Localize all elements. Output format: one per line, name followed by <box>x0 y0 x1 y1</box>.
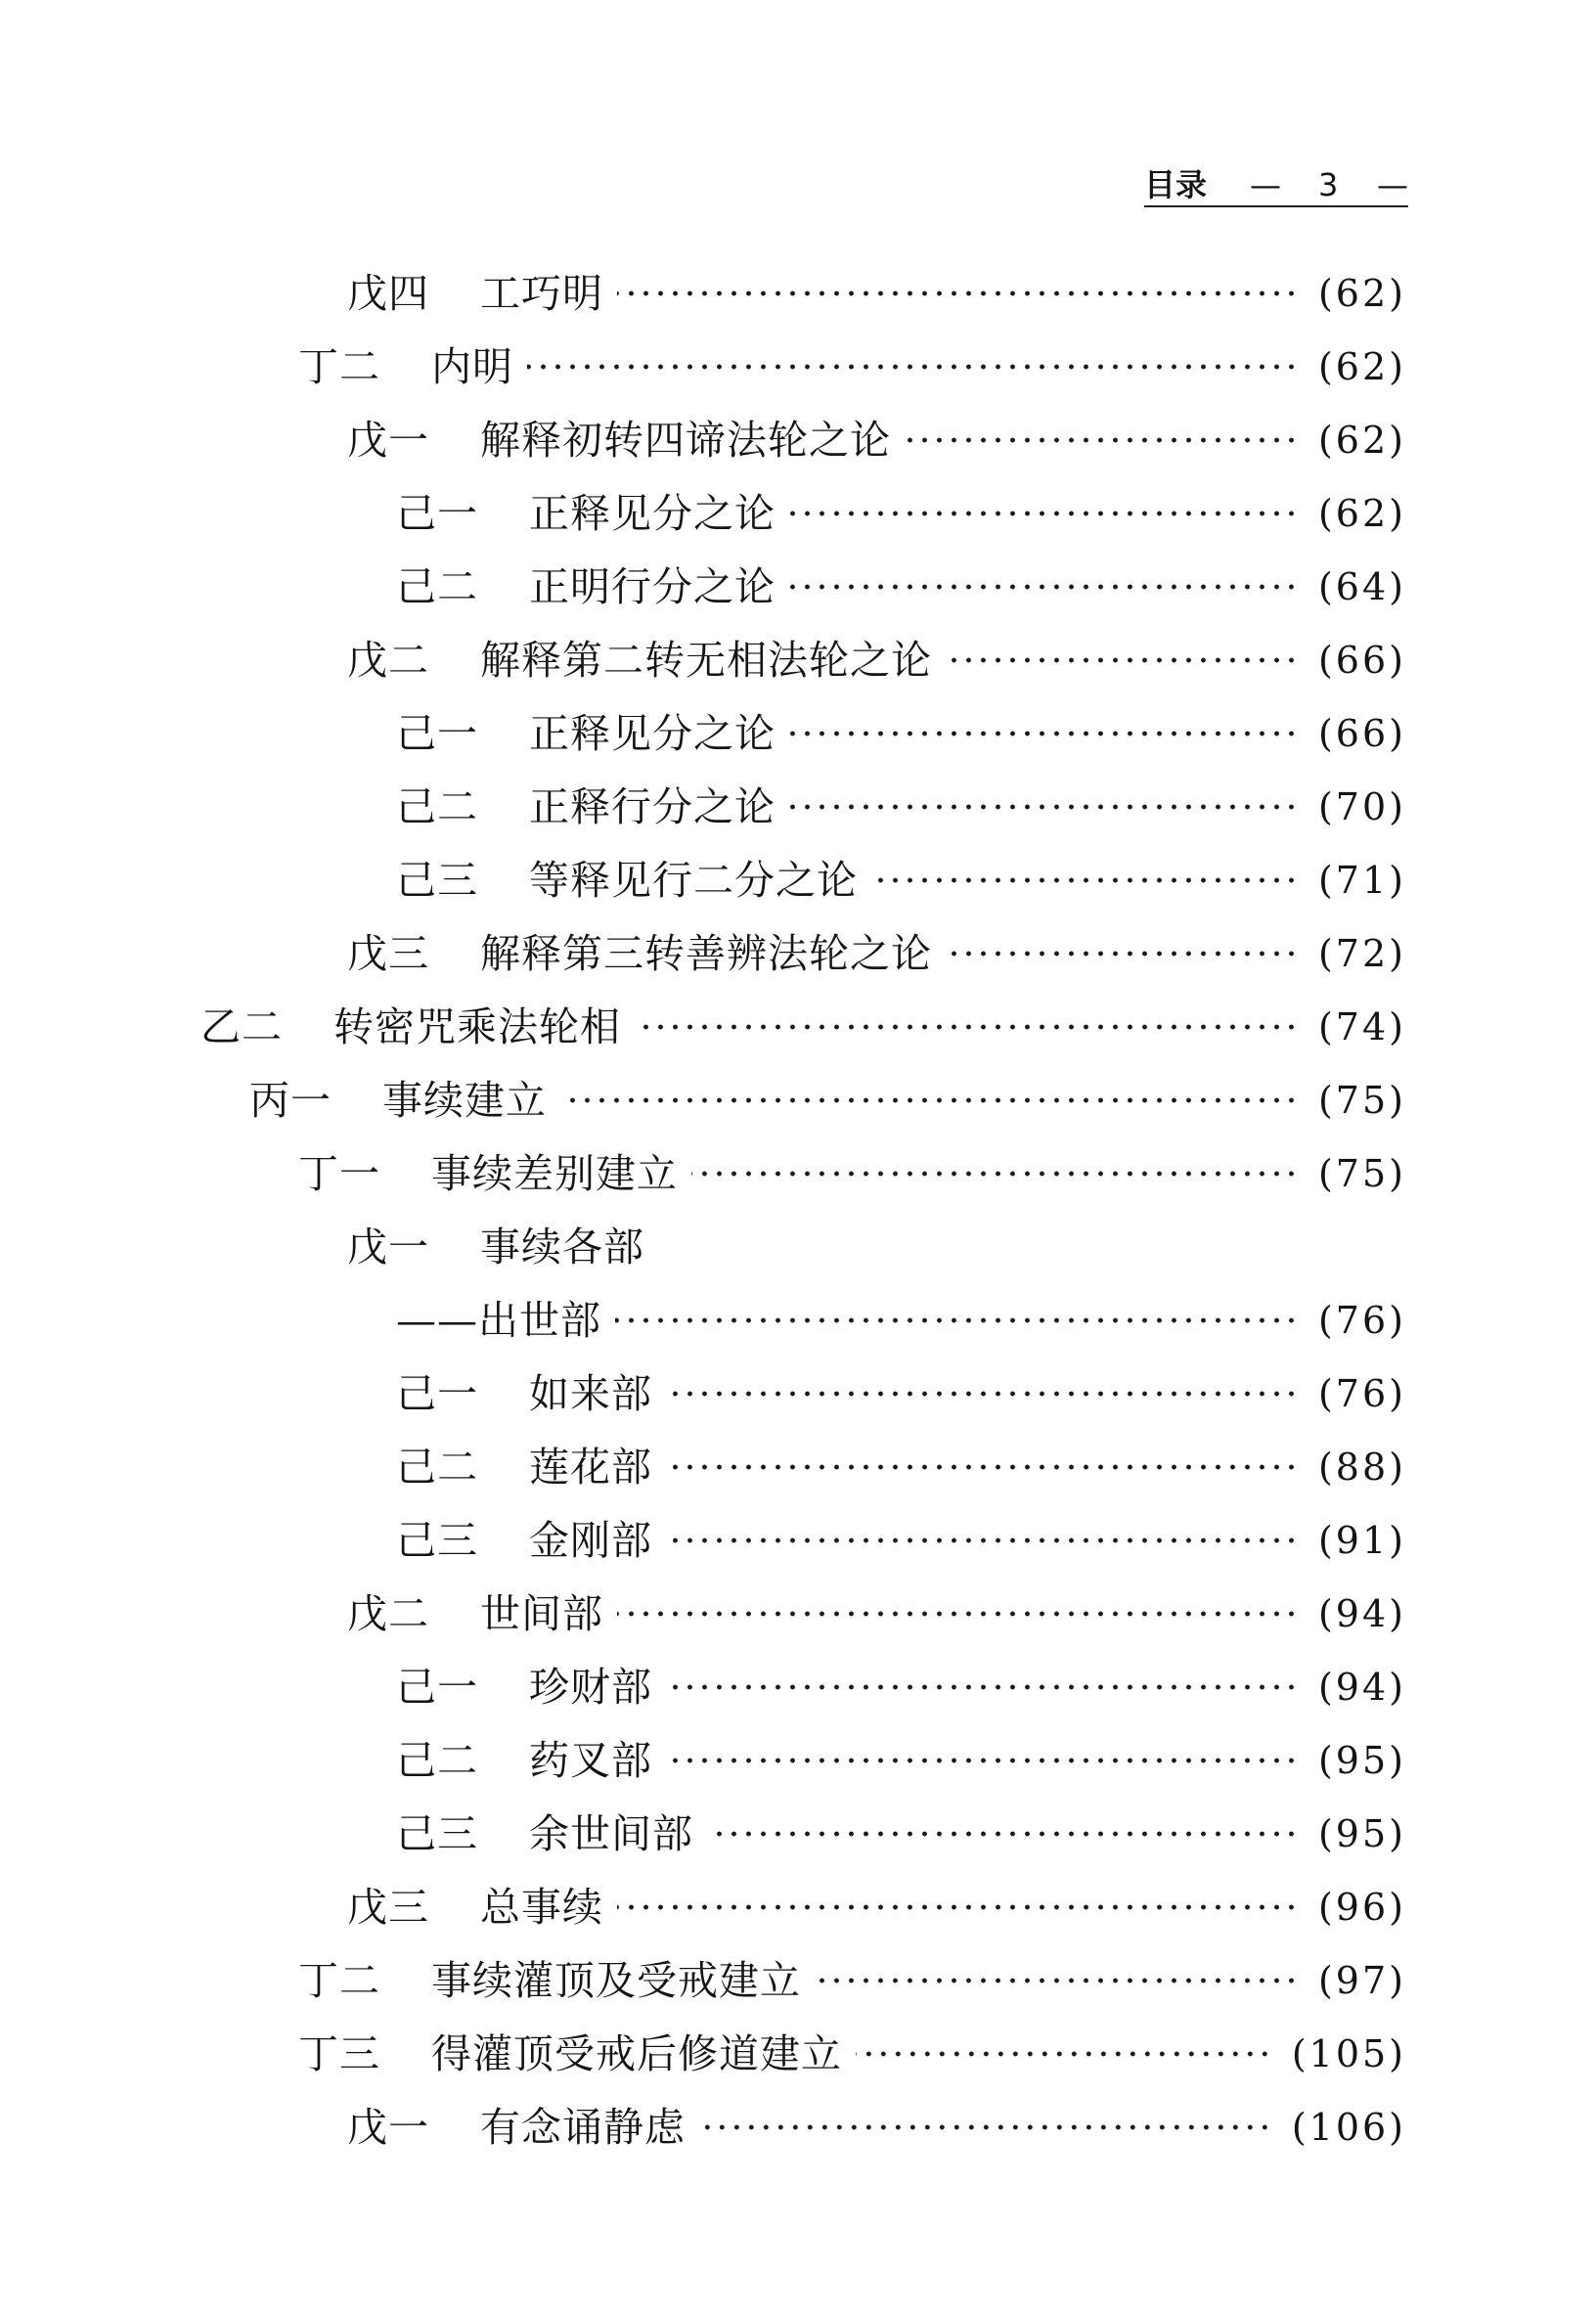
toc-entry-label: 丁一 <box>298 1150 380 1197</box>
toc-leader-dots <box>946 951 1299 957</box>
toc-entry-page: (95) <box>1317 1739 1406 1782</box>
toc-entry-label: 戊二 <box>347 637 429 684</box>
toc-entry <box>298 337 1406 396</box>
toc-leader-dots <box>789 584 1299 590</box>
toc-entry-page: (75) <box>1317 1152 1406 1195</box>
toc-entry-page: (71) <box>1317 859 1406 902</box>
toc-leader-dots <box>946 657 1299 663</box>
toc-entry-page: (88) <box>1317 1446 1406 1489</box>
toc-leader-dots <box>666 1758 1299 1763</box>
toc-entry <box>396 851 1406 910</box>
toc-entry-title: 转密咒乘法轮相 <box>333 1003 621 1050</box>
toc-entry <box>347 1584 1406 1643</box>
toc-entry <box>347 1878 1406 1937</box>
toc-entry-title: 等释见行二分之论 <box>529 857 858 904</box>
toc-entry-label: 己一 <box>396 1664 478 1711</box>
toc-entry-title: 事续灌顶及受戒建立 <box>431 1957 801 2004</box>
toc-entry-title: 金刚部 <box>529 1517 652 1564</box>
toc-entry <box>396 1511 1406 1570</box>
toc-entry <box>347 2098 1406 2157</box>
toc-leader-dots <box>666 1391 1299 1397</box>
toc-entry <box>396 1291 1406 1350</box>
toc-leader-dots <box>617 1904 1299 1910</box>
toc-entry-label: 己三 <box>396 1810 478 1857</box>
toc-entry-title: 内明 <box>431 343 513 390</box>
toc-entry-label: 丁三 <box>298 2030 380 2077</box>
toc-entry-page: (62) <box>1317 345 1406 388</box>
toc-entry-title: 莲花部 <box>529 1444 652 1491</box>
toc-entry-title: 药叉部 <box>529 1737 652 1784</box>
toc-entry-page: (97) <box>1317 1959 1406 2002</box>
toc-entry-label: 戊四 <box>347 270 429 317</box>
toc-leader-dots <box>527 364 1299 370</box>
toc-leader-dots <box>635 1024 1299 1030</box>
toc-entry-label: 戊三 <box>347 1884 429 1931</box>
toc-entry-label: 己二 <box>396 563 478 610</box>
toc-leader-dots <box>617 290 1299 296</box>
toc-entry-label: 己二 <box>396 1737 478 1784</box>
toc-leader-dots <box>666 1537 1299 1543</box>
toc-entry <box>396 704 1406 763</box>
toc-entry-title: 解释第三转善辨法轮之论 <box>480 930 932 977</box>
toc-entry <box>396 778 1406 836</box>
toc-entry-page: (96) <box>1317 1886 1406 1929</box>
header-dash-right: — <box>1377 166 1408 203</box>
toc-leader-dots <box>617 1611 1299 1617</box>
toc-entry-title: 总事续 <box>480 1884 603 1931</box>
toc-leader-dots <box>666 1464 1299 1470</box>
toc-leader-dots <box>905 437 1299 443</box>
toc-entry <box>298 2025 1406 2083</box>
header-page-number: 3 <box>1318 166 1339 203</box>
toc-entry <box>298 1144 1406 1203</box>
toc-entry-label: 己一 <box>396 710 478 757</box>
toc-entry-page: (94) <box>1317 1592 1406 1635</box>
toc-entry-label: 己二 <box>396 1444 478 1491</box>
toc-entry-title: 解释第二转无相法轮之论 <box>480 637 932 684</box>
toc-entry-title: ——出世部 <box>396 1297 601 1344</box>
toc-entry-title: 珍财部 <box>529 1664 652 1711</box>
toc-entry <box>396 557 1406 616</box>
toc-entry <box>347 631 1406 690</box>
toc-entry <box>347 924 1406 983</box>
toc-entry-label: 己三 <box>396 857 478 904</box>
toc-entry <box>249 1071 1406 1130</box>
toc-leader-dots <box>789 731 1299 736</box>
toc-entry-page: (91) <box>1317 1519 1406 1562</box>
toc-entry-title: 世间部 <box>480 1590 603 1637</box>
toc-leader-dots <box>707 1831 1299 1837</box>
header-title: 目录 <box>1144 166 1208 203</box>
toc-entry <box>396 1364 1406 1423</box>
header-dash-left: — <box>1250 166 1281 203</box>
toc-entry-title: 事续建立 <box>382 1077 547 1124</box>
toc-entry <box>396 1731 1406 1790</box>
toc-entry-page: (62) <box>1317 419 1406 462</box>
toc-entry <box>396 484 1406 543</box>
toc-entry <box>200 998 1406 1056</box>
toc-entry-page: (106) <box>1291 2106 1406 2149</box>
toc-leader-dots <box>666 1684 1299 1690</box>
toc-entry-title: 工巧明 <box>480 270 603 317</box>
toc-entry-label: 戊二 <box>347 1590 429 1637</box>
toc-entry-page: (95) <box>1317 1812 1406 1855</box>
toc-entry <box>396 1438 1406 1496</box>
toc-entry-page: (66) <box>1317 712 1406 755</box>
toc-leader-dots <box>789 804 1299 810</box>
toc-entry-title: 正明行分之论 <box>529 563 776 610</box>
toc-entry <box>347 411 1406 469</box>
toc-entry-title: 解释初转四谛法轮之论 <box>480 417 891 464</box>
toc-entry-label: 乙二 <box>200 1003 283 1050</box>
toc-leader-dots <box>789 511 1299 516</box>
toc-entry <box>298 1951 1406 2010</box>
toc-entry-page: (62) <box>1317 272 1406 315</box>
toc-entry <box>396 1658 1406 1716</box>
toc-entry-label: 戊一 <box>347 2104 429 2151</box>
toc-entry-label: 己一 <box>396 1370 478 1417</box>
toc-leader-dots <box>615 1317 1299 1323</box>
toc-leader-dots <box>560 1097 1299 1103</box>
toc-entry <box>396 1805 1406 1863</box>
toc-entry-page: (76) <box>1317 1299 1406 1342</box>
toc-entry-title: 有念诵静虑 <box>480 2104 686 2151</box>
toc-entry-label: 丙一 <box>249 1077 332 1124</box>
toc-entry-page: (94) <box>1317 1666 1406 1709</box>
toc-leader-dots <box>691 1171 1299 1177</box>
toc-entry-page: (64) <box>1317 565 1406 608</box>
toc-entry-label: 己三 <box>396 1517 478 1564</box>
toc-entry-page: (74) <box>1317 1005 1406 1048</box>
toc-entry-title: 正释行分之论 <box>529 783 776 830</box>
toc-entry-label: 己一 <box>396 490 478 537</box>
toc-entry-page: (75) <box>1317 1079 1406 1122</box>
toc-entry-title: 得灌顶受戒后修道建立 <box>431 2030 842 2077</box>
toc-leader-dots <box>856 2051 1272 2057</box>
toc-entry-title: 正释见分之论 <box>529 490 776 537</box>
toc-entry-label: 丁二 <box>298 1957 380 2004</box>
toc-entry-title: 余世间部 <box>529 1810 693 1857</box>
toc-entry-page: (105) <box>1291 2032 1406 2075</box>
toc-entry-page: (66) <box>1317 639 1406 682</box>
toc-leader-dots <box>871 877 1299 883</box>
toc-entry-page: (62) <box>1317 492 1406 535</box>
toc-entry-page: (76) <box>1317 1372 1406 1415</box>
toc-entry-page: (72) <box>1317 932 1406 975</box>
toc-leader-dots <box>815 1978 1299 1983</box>
toc-entry <box>347 264 1406 323</box>
toc-leader-dots <box>699 2124 1272 2130</box>
toc-entry-title: 事续各部 <box>480 1224 644 1270</box>
toc-entry-label: 戊一 <box>347 417 429 464</box>
toc-entry <box>347 1218 1406 1276</box>
toc-entry-label: 戊三 <box>347 930 429 977</box>
toc-entry-label: 丁二 <box>298 343 380 390</box>
toc-entry-title: 如来部 <box>529 1370 652 1417</box>
toc-entry-label: 己二 <box>396 783 478 830</box>
toc-entry-label: 戊一 <box>347 1224 429 1270</box>
toc-entry-page: (70) <box>1317 785 1406 828</box>
toc-entry-title: 正释见分之论 <box>529 710 776 757</box>
toc-entry-title: 事续差别建立 <box>431 1150 678 1197</box>
